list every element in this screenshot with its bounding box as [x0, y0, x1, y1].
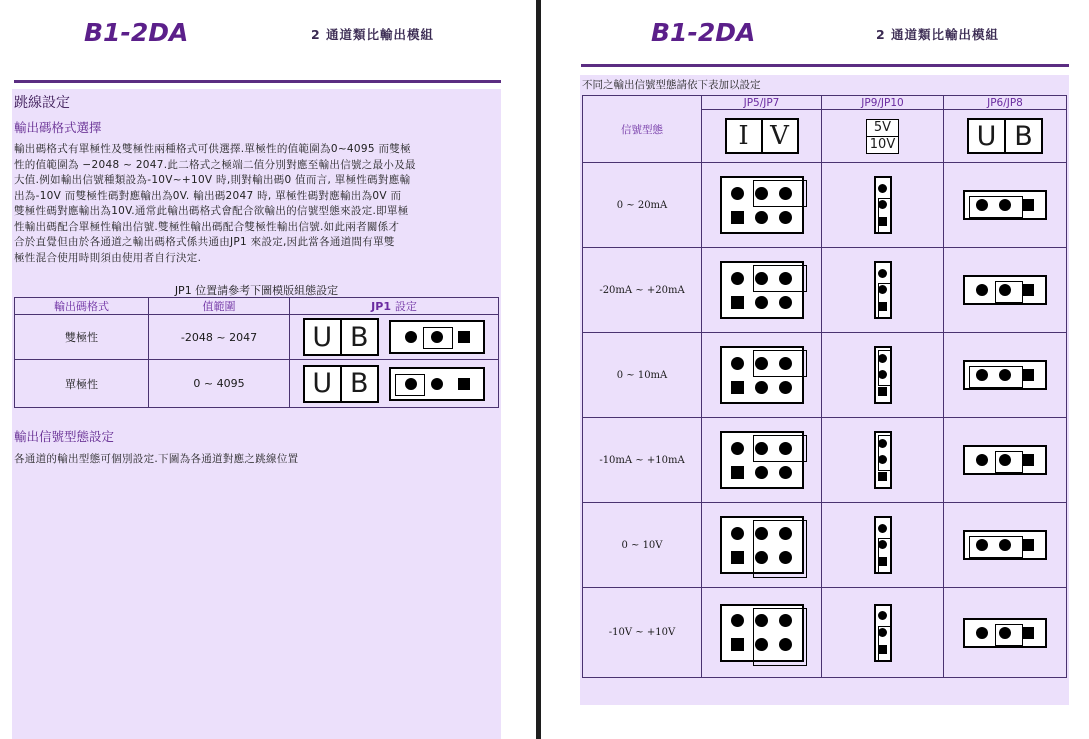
jumper-cap — [995, 624, 1023, 646]
jumper-cap — [423, 327, 453, 349]
jumper-cap — [753, 435, 807, 462]
header-rule — [14, 80, 501, 83]
b-label: B — [340, 320, 377, 354]
paragraph-line: 出為-10V 而雙極性碼對應輸出為0V. 輸出碼2047 時, 單極性碼對應輸出為0V 而 — [14, 189, 402, 202]
jumper-vertical — [874, 176, 892, 234]
table-row — [583, 588, 1067, 678]
jumper-block-6pin — [720, 431, 804, 489]
jp1-format-cell: 單極性 — [15, 360, 149, 408]
table-row — [583, 333, 1067, 418]
jumper-block-6pin — [720, 516, 804, 574]
product-logo: B1-2DA — [651, 18, 756, 47]
signal-note: 各通道的輸出型態可個別設定.下圖為各通道對應之跳線位置 — [14, 453, 299, 465]
jp1-setting-cell — [290, 360, 499, 408]
paragraph-line: 性輸出碼配合單極性輸出信號.雙極性輸出碼配合雙極性輸出信號.如此兩者關係才 — [14, 220, 400, 233]
jumper-cap — [878, 626, 892, 662]
pin-square-icon — [1022, 199, 1034, 211]
table-row — [15, 360, 499, 408]
ub-label-box — [303, 318, 379, 356]
pin-icon — [755, 211, 768, 224]
pin-icon — [878, 269, 887, 278]
paragraph-line: 極性混合使用時則須由使用者自行決定. — [14, 251, 202, 264]
jumper-cap — [753, 265, 807, 292]
jp6-jp8-cell — [944, 418, 1067, 503]
u-label: U — [312, 368, 333, 399]
jumper-vertical — [874, 431, 892, 489]
pin-square-icon — [458, 331, 470, 343]
jumper-bipolar — [389, 320, 485, 354]
pin-icon — [976, 627, 988, 639]
paragraph-line: 雙極性碼對應輸出為10V.通常此輸出碼格式會配合欲輸出的信號型態來設定.即單極 — [14, 205, 409, 217]
jumper-vertical — [874, 346, 892, 404]
pin-icon — [976, 284, 988, 296]
jumper-vertical — [874, 516, 892, 574]
signal-type-cell: -10V ~ +10V — [583, 588, 702, 678]
header-title: 2 通道類比輸出模組 — [311, 27, 435, 42]
jp1-header-range: 值範圍 — [149, 298, 290, 315]
col-header-jp9-jp10: JP9/JP10 — [822, 96, 944, 110]
intro-text: 不同之輸出信號型態請依下表加以設定 — [582, 79, 761, 91]
jp1-header-setting — [290, 298, 499, 315]
jp1-format-cell: 雙極性 — [15, 315, 149, 360]
col-header-jp6-jp8: JP6/JP8 — [944, 96, 1067, 110]
jp1-range-cell: -2048 ~ 2047 — [149, 315, 290, 360]
pin-icon — [755, 466, 768, 479]
jp5-jp7-cell — [702, 588, 822, 678]
jp9-jp10-cell — [822, 248, 944, 333]
paragraph-line: 輸出碼格式有單極性及雙極性兩種格式可供選擇.單極性的值範圍為0~4095 而雙極 — [14, 143, 411, 155]
paragraph-line: 性的值範圍為 −2048 ~ 2047.此二格式之極端二值分別對應至輸出信號之最小及最 — [14, 158, 416, 171]
pin-icon — [779, 296, 792, 309]
jp1-range-cell: 0 ~ 4095 — [149, 360, 290, 408]
jp5-jp7-cell — [702, 418, 822, 503]
pin-icon — [731, 187, 744, 200]
voltage-label-cell — [822, 110, 944, 163]
jp5-jp7-cell — [702, 503, 822, 588]
jumper-cap — [969, 536, 1023, 558]
b-label: B — [1004, 120, 1041, 152]
pin-square-icon — [1022, 454, 1034, 466]
pin-icon — [731, 442, 744, 455]
pin-square-icon — [878, 472, 887, 481]
jumper-cap — [753, 180, 807, 207]
pin-icon — [976, 454, 988, 466]
signal-type-cell: 0 ~ 10mA — [583, 333, 702, 418]
jumper-horizontal — [963, 530, 1047, 560]
left-page — [0, 0, 535, 739]
iv-label-cell — [702, 110, 822, 163]
ub-label-box — [303, 365, 379, 403]
jumper-cap — [753, 608, 807, 666]
pin-square-icon — [731, 551, 744, 564]
signal-type-cell: 0 ~ 10V — [583, 503, 702, 588]
jp1-table — [14, 297, 499, 408]
signal-type-cell: -10mA ~ +10mA — [583, 418, 702, 503]
table-row — [583, 248, 1067, 333]
pin-icon — [779, 466, 792, 479]
pin-square-icon — [878, 387, 887, 396]
jumper-cap — [395, 374, 425, 396]
jumper-cap — [878, 283, 892, 319]
pin-icon — [431, 378, 443, 390]
pin-square-icon — [731, 381, 744, 394]
b-label: B — [340, 367, 377, 401]
table-row — [15, 315, 499, 360]
pin-square-icon — [731, 638, 744, 651]
paragraph-line: 大值.例如輸出信號種類設為-10V~+10V 時,則對輸出碼0 值而言, 單極性碼對應輸 — [14, 174, 411, 186]
pin-icon — [779, 211, 792, 224]
jp6-jp8-cell — [944, 503, 1067, 588]
iv-label-box — [725, 118, 799, 154]
jumper-block-6pin — [720, 261, 804, 319]
jumper-block-6pin — [720, 604, 804, 662]
jp6-jp8-cell — [944, 248, 1067, 333]
pin-square-icon — [458, 378, 470, 390]
u-label: U — [312, 321, 333, 353]
jp5-jp7-cell — [702, 163, 822, 248]
jp9-jp10-cell — [822, 503, 944, 588]
i-label: I — [738, 121, 749, 152]
pin-icon — [731, 272, 744, 285]
jumper-cap — [753, 350, 807, 377]
jumper-horizontal — [963, 275, 1047, 305]
pin-icon — [878, 184, 887, 193]
jumper-cap — [878, 538, 892, 574]
pin-icon — [731, 614, 744, 627]
jp6-jp8-cell — [944, 588, 1067, 678]
pin-icon — [878, 611, 887, 620]
10v-label: 10V — [867, 136, 898, 153]
jp5-jp7-cell — [702, 248, 822, 333]
jp1-setting-cell — [290, 315, 499, 360]
pin-square-icon — [1022, 627, 1034, 639]
subsection-title-signal-type: 輸出信號型態設定 — [14, 429, 115, 444]
page-divider — [536, 0, 541, 739]
jumper-horizontal — [963, 618, 1047, 648]
pin-square-icon — [1022, 539, 1034, 551]
jumper-cap — [995, 281, 1023, 303]
ub-label-cell — [944, 110, 1067, 163]
jumper-block-6pin — [720, 176, 804, 234]
jumper-block-6pin — [720, 346, 804, 404]
section-title: 跳線設定 — [14, 95, 70, 111]
jumper-cap — [878, 435, 892, 471]
jp9-jp10-cell — [822, 333, 944, 418]
pin-square-icon — [1022, 284, 1034, 296]
jp5-jp7-cell — [702, 333, 822, 418]
voltage-label-box — [866, 119, 899, 154]
pin-icon — [731, 357, 744, 370]
v-label: V — [761, 120, 797, 152]
col-header-jp5-jp7: JP5/JP7 — [702, 96, 822, 110]
signal-type-header: 信號型態 — [583, 96, 702, 163]
table-row — [583, 503, 1067, 588]
pin-icon — [755, 296, 768, 309]
pin-square-icon — [731, 211, 744, 224]
jumper-unipolar — [389, 367, 485, 401]
pin-square-icon — [731, 466, 744, 479]
jumper-horizontal — [963, 190, 1047, 220]
pin-icon — [731, 527, 744, 540]
header-rule — [581, 64, 1069, 67]
paragraph-line: 合於直覺但由於各通道之輸出碼格式係共通由JP1 來設定,因此當各通道間有單雙 — [14, 236, 395, 248]
ub-label-box — [967, 118, 1043, 154]
jumper-horizontal — [963, 445, 1047, 475]
subsection-title-output-code: 輸出碼格式選擇 — [14, 120, 102, 135]
jp9-jp10-cell — [822, 588, 944, 678]
jp1-header-format: 輸出碼格式 — [15, 298, 149, 315]
jumper-cap — [969, 366, 1023, 388]
jp9-jp10-cell — [822, 418, 944, 503]
jp9-jp10-cell — [822, 163, 944, 248]
jp1-caption: JP1 位置請參考下圖模版組態設定 — [174, 284, 339, 297]
pin-icon — [755, 381, 768, 394]
jp6-jp8-cell — [944, 333, 1067, 418]
jumper-vertical — [874, 604, 892, 662]
jumper-horizontal — [963, 360, 1047, 390]
signal-type-table — [582, 95, 1067, 678]
jumper-cap — [969, 196, 1023, 218]
u-label: U — [976, 120, 997, 152]
pin-icon — [779, 381, 792, 394]
table-row — [583, 163, 1067, 248]
pin-icon — [878, 524, 887, 533]
jumper-vertical — [874, 261, 892, 319]
pin-square-icon — [731, 296, 744, 309]
product-logo: B1-2DA — [84, 18, 189, 47]
pin-icon — [405, 331, 417, 343]
pin-square-icon — [1022, 369, 1034, 381]
jp1-header-jp1: JP1 — [371, 300, 391, 313]
table-row — [583, 418, 1067, 503]
jp1-header-set: 設定 — [394, 300, 417, 313]
signal-type-cell: -20mA ~ +20mA — [583, 248, 702, 333]
signal-type-cell: 0 ~ 20mA — [583, 163, 702, 248]
jumper-cap — [753, 520, 807, 578]
5v-label: 5V — [873, 119, 892, 135]
jp6-jp8-cell — [944, 163, 1067, 248]
jumper-cap — [995, 451, 1023, 473]
output-code-paragraph — [14, 142, 500, 266]
jumper-cap — [878, 350, 892, 386]
jumper-cap — [878, 198, 892, 234]
header-title: 2 通道類比輸出模組 — [876, 27, 1000, 42]
